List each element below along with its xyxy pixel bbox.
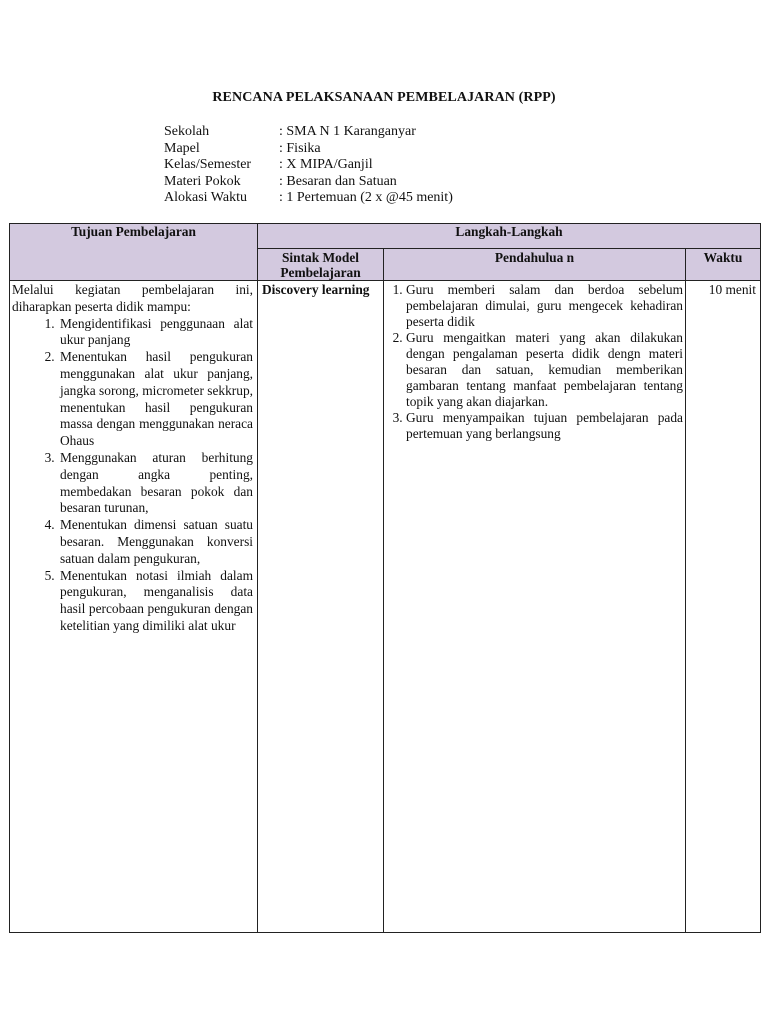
identity-label: Mapel — [164, 140, 200, 156]
list-item: 2. Guru mengaitkan materi yang akan dilakukan dengan pengalaman peserta didik dengn materi besaran dan satuan, kemudian memberikan gambaran tentang manfaat pembelajaran tentang topik yang akan diajarkan. — [406, 330, 683, 410]
tujuan-intro: Melalui kegiatan pembelajaran ini, diharapkan peserta didik mampu: — [12, 282, 253, 314]
tujuan-list — [12, 316, 253, 635]
identity-value: : SMA N 1 Karanganyar — [279, 124, 416, 139]
identity-row-alokasi — [164, 190, 453, 207]
identity-row-sekolah — [164, 124, 453, 141]
identity-value: : X MIPA/Ganjil — [279, 157, 373, 173]
identity-block — [164, 124, 453, 207]
list-item: 3. Menggunakan aturan berhitung dengan angka penting, membedakan besaran pokok dan besaran turunan, — [58, 450, 253, 517]
identity-row-mapel — [164, 141, 453, 158]
identity-value: : Fisika — [279, 140, 321, 156]
langkah-list — [386, 282, 683, 442]
list-item: 4. Menentukan dimensi satuan suatu besaran. Menggunakan konversi satuan dalam pengukuran, — [58, 517, 253, 567]
header-sintak: Sintak Model Pembelajaran — [258, 249, 384, 281]
identity-label: Materi Pokok — [164, 173, 241, 189]
document-title: RENCANA PELAKSANAAN PEMBELAJARAN (RPP) — [212, 90, 556, 105]
identity-label: Alokasi Waktu — [164, 190, 247, 206]
list-item: 1. Mengidentifikasi penggunaan alat ukur panjang — [58, 316, 253, 350]
header-tujuan: Tujuan Pembelajaran — [10, 224, 258, 281]
rpp-table — [9, 223, 761, 933]
cell-langkah — [384, 281, 686, 933]
identity-value: : Besaran dan Satuan — [279, 173, 397, 189]
header-waktu: Waktu — [686, 249, 761, 281]
list-item: 2. Menentukan hasil pengukuran menggunakan alat ukur panjang, jangka sorong, micrometer sekkrup, menentukan hasil pengukuran massa dengan menggunakan neraca Ohaus — [58, 349, 253, 450]
list-item: 1. Guru memberi salam dan berdoa sebelum pembelajaran dimulai, guru mengecek kehadiran peserta didik — [406, 282, 683, 330]
list-item: 5. Menentukan notasi ilmiah dalam pengukuran, menganalisis data hasil percobaan pengukuran dengan ketelitian yang dimiliki alat ukur — [58, 568, 253, 635]
identity-row-materi — [164, 174, 453, 191]
header-pendahuluan: Pendahulua n — [384, 249, 686, 281]
identity-row-kelas — [164, 157, 453, 174]
cell-tujuan — [10, 281, 258, 933]
identity-label: Sekolah — [164, 124, 210, 139]
identity-label: Kelas/Semester — [164, 157, 252, 173]
identity-value: : 1 Pertemuan (2 x @45 menit) — [279, 190, 453, 206]
cell-waktu: 10 menit — [686, 281, 761, 933]
list-item: 3. Guru menyampaikan tujuan pembelajaran pada pertemuan yang berlangsung — [406, 410, 683, 442]
cell-sintak: Discovery learning — [258, 281, 384, 933]
header-langkah: Langkah-Langkah — [258, 224, 761, 249]
